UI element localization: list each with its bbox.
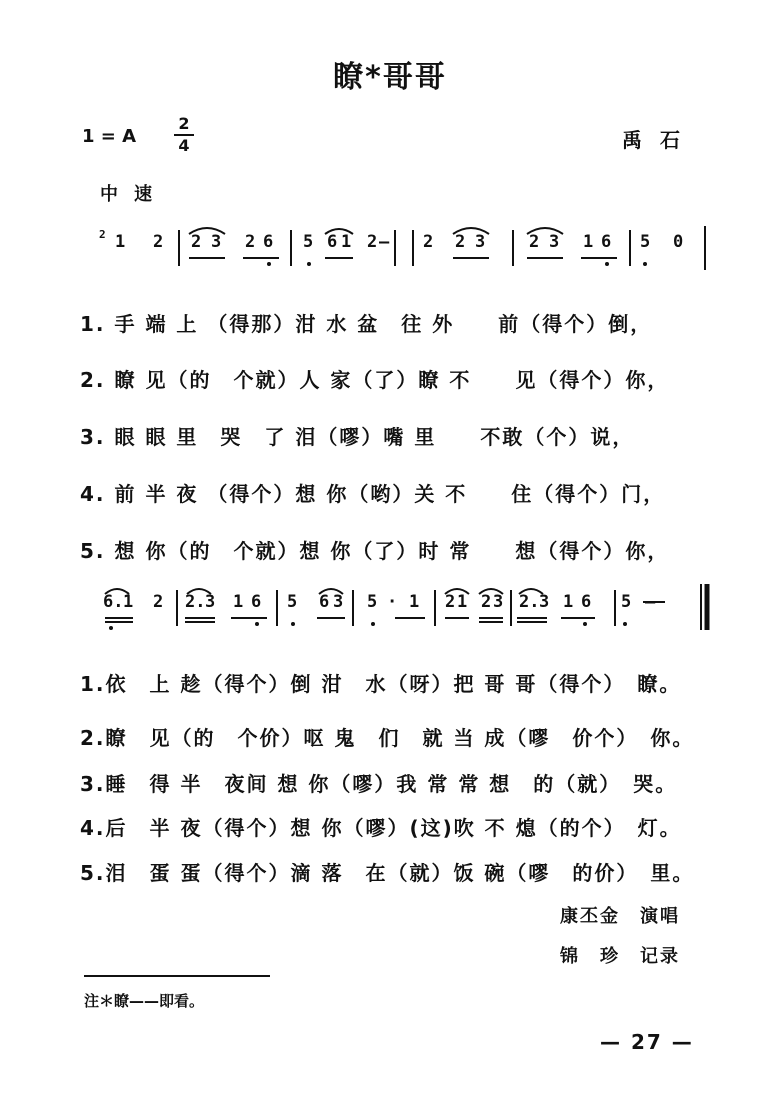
note: 3 — [333, 592, 344, 612]
tempo-marking: 中速 — [100, 184, 168, 205]
key-signature: 1 = A — [82, 126, 137, 147]
notation-line-2 — [95, 582, 715, 632]
note: 2. — [519, 592, 540, 612]
ornament-mark: 2 — [99, 228, 106, 241]
note: 2 — [367, 232, 378, 252]
note: 1 — [563, 592, 574, 612]
note: 6 — [601, 232, 612, 252]
author: 禹石 — [622, 128, 698, 152]
lyric-line-b2: 2.瞭 见（的 个价）呕 鬼 们 就 当 成（嘐 价个） 你。 — [80, 726, 695, 750]
footnote: 注＊瞭——即看。 — [84, 992, 205, 1010]
lyric-line-a5: 5. 想 你（的 个就）想 你（了）时 常 想（得个）你， — [80, 539, 670, 563]
note: 2 — [481, 592, 492, 612]
lyric-line-b5: 5.泪 蛋 蛋（得个）滴 落 在（就）饭 碗（嘐 的价） 里。 — [80, 861, 695, 885]
note: 2 — [529, 232, 540, 252]
note: 5 — [367, 592, 378, 612]
note: 3 — [205, 592, 216, 612]
note: 1 — [115, 232, 126, 252]
note: 2 — [423, 232, 434, 252]
lyric-line-b3: 3.睡 得 半 夜间 想 你（嘐）我 常 常 想 的（就） 哭。 — [80, 772, 678, 796]
note: 6. — [103, 592, 124, 612]
note: 2. — [185, 592, 206, 612]
note: 5 — [303, 232, 314, 252]
note: 3 — [549, 232, 560, 252]
meter-top: 2 — [178, 114, 190, 133]
note: 2 — [245, 232, 256, 252]
lyric-line-a4: 4. 前 半 夜 （得个）想 你（哟）关 不 住（得个）门， — [80, 482, 666, 506]
note: 1 — [583, 232, 594, 252]
note: 2 — [445, 592, 456, 612]
lyric-line-b1: 1.依 上 趁（得个）倒 泔 水（呀）把 哥 哥（得个） 瞭。 — [80, 672, 682, 696]
singer-credit: 康丕金 演唱 — [560, 906, 680, 927]
note: 1 — [123, 592, 134, 612]
note: 2 — [455, 232, 466, 252]
time-signature — [174, 115, 194, 155]
song-title: 瞭*哥哥 — [333, 60, 447, 95]
lyric-line-a2: 2. 瞭 见（的 个就）人 家（了）瞭 不 见（得个）你， — [80, 368, 670, 392]
note: 2 — [153, 232, 164, 252]
note: 5 — [287, 592, 298, 612]
note: 0 — [673, 232, 684, 252]
footnote-divider — [84, 975, 270, 977]
note: 3 — [475, 232, 486, 252]
recorder-credit: 锦 珍 记录 — [560, 946, 680, 967]
note: 1 — [409, 592, 420, 612]
note: 6 — [319, 592, 330, 612]
note: — — [379, 232, 390, 252]
note: 3 — [493, 592, 504, 612]
page-number: — 27 — — [600, 1030, 694, 1054]
note: 6 — [327, 232, 338, 252]
note: 5 — [621, 592, 632, 612]
note: 2 — [191, 232, 202, 252]
notation-line-1 — [95, 222, 715, 272]
lyric-line-a1: 1. 手 端 上 （得那）泔 水 盆 往 外 前（得个）倒， — [80, 312, 653, 336]
note: 1 — [341, 232, 352, 252]
note: — — [645, 592, 656, 612]
note: 1 — [233, 592, 244, 612]
lyric-line-a3: 3. 眼 眼 里 哭 了 泪（嘐）嘴 里 不敢（个）说， — [80, 425, 635, 449]
meter-bottom: 4 — [178, 136, 190, 155]
notation-line-2-digits — [95, 592, 715, 632]
note: 6 — [581, 592, 592, 612]
notation-line-1-digits — [95, 228, 715, 272]
lyric-line-b4: 4.后 半 夜（得个）想 你（嘐）(这)吹 不 熄（的个） 灯。 — [80, 816, 682, 840]
note: · — [387, 592, 398, 612]
note: 3 — [539, 592, 550, 612]
note: 5 — [640, 232, 651, 252]
note: 1 — [457, 592, 468, 612]
note: 6 — [263, 232, 274, 252]
note: 2 — [153, 592, 164, 612]
note: 6 — [251, 592, 262, 612]
note: 3 — [211, 232, 222, 252]
